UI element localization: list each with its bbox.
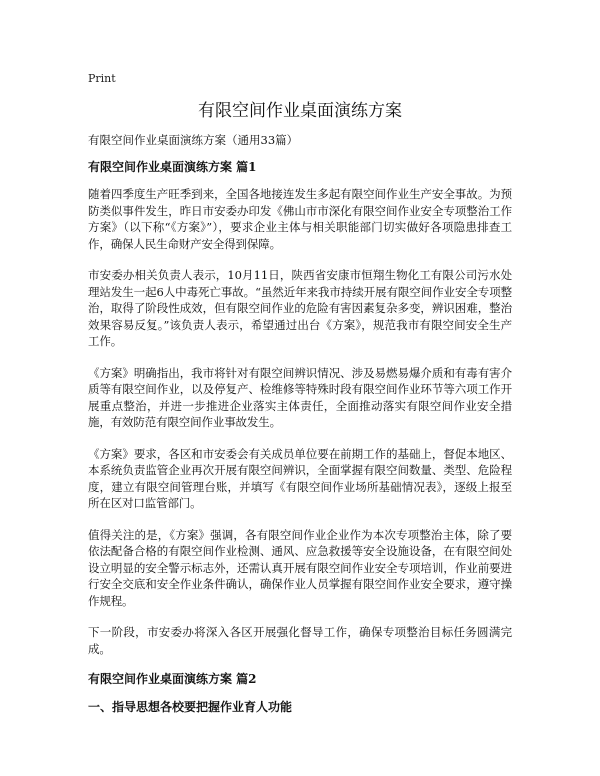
paragraph: 值得关注的是，《方案》强调，各有限空间作业企业作为本次专项整治主体，除了要依法配备合格的有限空间作业检测、通风、应急救援等安全设施设备，在有限空间处设立明显的安全警示标志外，还需认真开展有限空间作业安全专项培训，作业前要进行安全交底和安全作业条件确认，确保作业人员掌握有限空间作业安全要求，遵守操作规程。 <box>88 527 512 608</box>
section-heading-1: 有限空间作业桌面演练方案 篇1 <box>88 160 257 174</box>
document-subtitle: 有限空间作业桌面演练方案（通用33篇） <box>88 133 299 147</box>
document-body <box>88 133 512 715</box>
section-heading-2: 有限空间作业桌面演练方案 篇2 <box>88 672 257 686</box>
paragraph: 下一阶段，市安委办将深入各区开展强化督导工作，确保专项整治目标任务圆满完成。 <box>88 625 512 656</box>
paragraph: 市安委办相关负责人表示，10月11日，陕西省安康市恒翔生物化工有限公司污水处理站发生一起6人中毒死亡事故。“虽然近年来我市持续开展有限空间作业安全专项整治，取得了阶段性成效，但有限空间作业的危险有害因素复杂多变，辨识困难，整治效果容易反复。”该负责人表示，希望通过出台《方案》，规范我市有限空间安全生产工作。 <box>88 268 512 348</box>
section-subheading: 一、指导思想各校要把握作业育人功能 <box>88 700 293 714</box>
paragraph: 《方案》明确指出，我市将针对有限空间辨识情况、涉及易燃易爆介质和有毒有害介质等有限空间作业，以及停复产、检维修等特殊时段有限空间作业环节等六项工作开展重点整治，并进一步推进企业落实主体责任，全面推动落实有限空间作业安全措施，有效防范有限空间作业事故发生。 <box>88 365 512 429</box>
paragraph: 《方案》要求，各区和市安委会有关成员单位要在前期工作的基础上，督促本地区、本系统负责监管企业再次开展有限空间辨识，全面掌握有限空间数量、类型、危险程度，建立有限空间管理台账，并填写《有限空间作业场所基础情况表》，逐级上报至所在区对口监管部门。 <box>88 446 512 510</box>
page-title: 有限空间作业桌面演练方案 <box>198 101 402 121</box>
print-link[interactable]: Print <box>88 72 116 85</box>
paragraph: 随着四季度生产旺季到来，全国各地接连发生多起有限空间作业生产安全事故。为预防类似事件发生，昨日市安委办印发《佛山市市深化有限空间作业安全专项整治工作方案》（以下称“《方案》”），要求企业主体与相关职能部门切实做好各项隐患排查工作，确保人民生命财产安全得到保障。 <box>88 187 512 251</box>
